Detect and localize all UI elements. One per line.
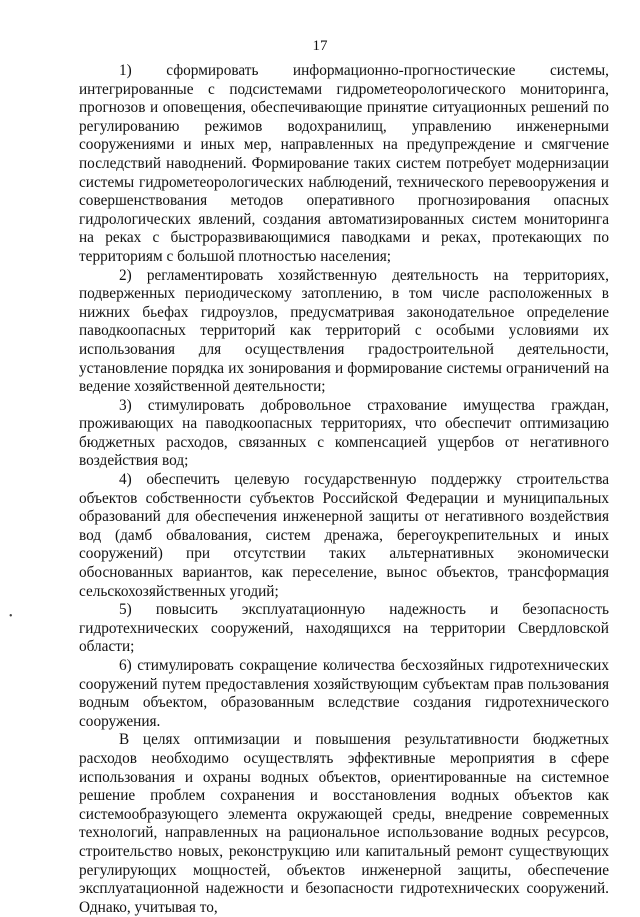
paragraph-item-6: 6) стимулировать сокращение количества бесхозяйных гидротехнических сооружений путем предоставления хозяйствующим субъектам прав пользования водным объектом, образованным вследствие создания гидротехнического сооружения. xyxy=(79,657,609,730)
paragraph-item-1: 1) сформировать информационно-прогностические системы, интегрированные с подсистемами гидрометеорологического мониторинга, прогнозов и оповещения, обеспечивающие принятие ситуационных решений по регулированию режимов водохранилищ, управлению инженерными сооружениями и иных мер, направленных на предупреждение и смягчение последствий наводнений. Формирование таких систем потребует модернизации системы гидрометеорологических наблюдений, технического перевооружения и совершенствования методов оперативного прогнозирования опасных гидрологических явлений, создания автоматизированных систем мониторинга на реках с быстроразвивающимися паводками и реках, протекающих по территориям с большой плотностью населения; xyxy=(79,62,609,265)
page-number: 17 xyxy=(312,38,328,54)
paragraph-item-2: 2) регламентировать хозяйственную деятельность на территориях, подверженных периодическому затоплению, в том числе расположенных в нижних бьефах гидроузлов, предусматривая законодательное определение паводкоопасных территорий как территорий с особыми условиями их использования для осуществления градостроительной деятельности, установление порядка их зонирования и формирование системы ограничений на ведение хозяйственной деятельности; xyxy=(79,266,609,396)
page-body xyxy=(79,62,609,917)
paragraph-item-4: 4) обеспечить целевую государственную поддержку строительства объектов собственности субъектов Российской Федерации и муниципальных образований для обеспечения инженерной защиты от негативного воздействия вод (дамб обвалования, систем дренажа, берегоукрепительных и иных сооружений) при отсутствии таких альтернативных экономически обоснованных вариантов, как переселение, вынос объектов, трансформация сельскохозяйственных угодий; xyxy=(79,471,609,600)
paragraph-item-5: 5) повысить эксплуатационную надежность и безопасность гидротехнических сооружений, находящихся на территории Свердловской области; xyxy=(79,601,609,656)
scan-mark: • xyxy=(9,611,13,622)
paragraph-item-3: 3) стимулировать добровольное страхование имущества граждан, проживающих на паводкоопасных территориях, что обеспечит оптимизацию бюджетных расходов, связанных с компенсацией ущербов от негативного воздействия вод; xyxy=(79,396,609,470)
paragraph-budget-optimization: В целях оптимизации и повышения результативности бюджетных расходов необходимо осуществлять эффективные мероприятия в сфере использования и охраны водных объектов, ориентированные на системное решение проблем сохранения и восстановления водных объектов как системообразующего элемента окружающей среды, внедрение современных технологий, направленных на рациональное использование водных ресурсов, строительство новых, реконструкцию или капитальный ремонт существующих регулирующих мощностей, объектов инженерной защиты, обеспечение эксплуатационной надежности и безопасности гидротехнических сооружений. Однако, учитывая то, xyxy=(79,731,609,916)
